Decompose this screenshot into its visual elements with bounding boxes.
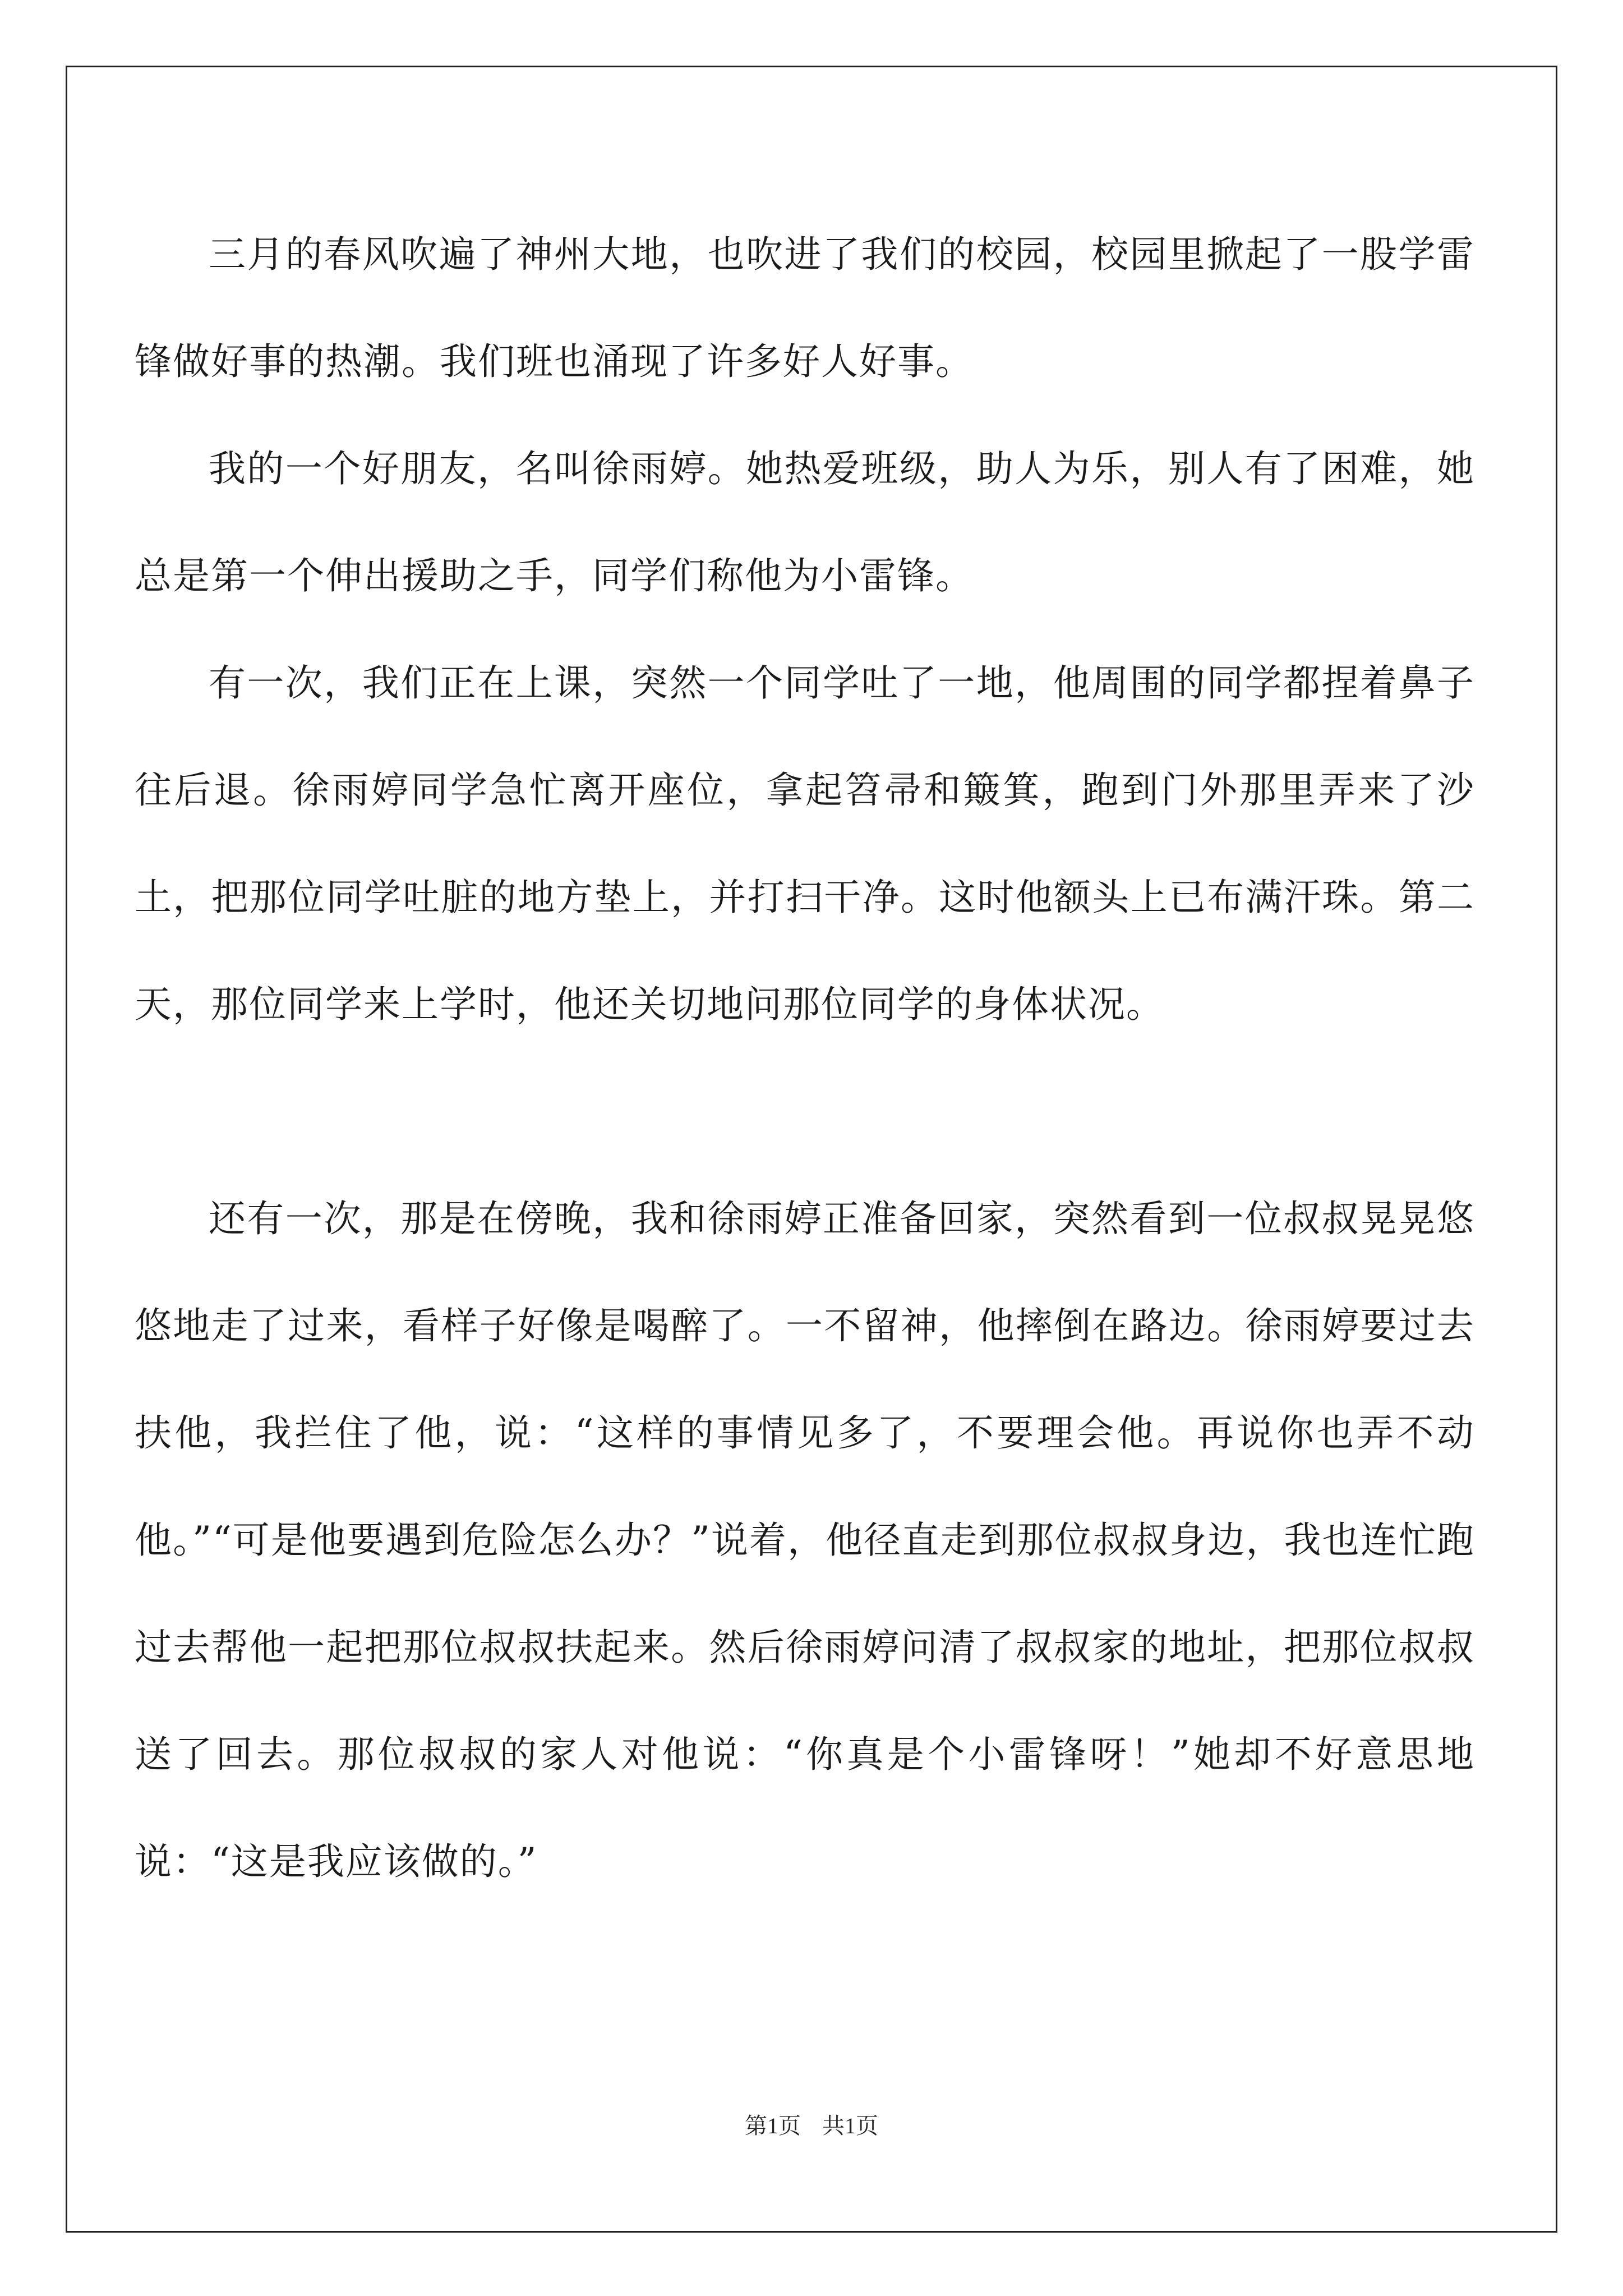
page-number-total: 共1页 <box>822 2113 878 2138</box>
paragraph-4: 还有一次，那是在傍晚，我和徐雨婷正准备回家，突然看到一位叔叔晃晃悠悠地走了过来，看样子好像是喝醉了。一不留神，他摔倒在路边。徐雨婷要过去扶他，我拦住了他，说：“这样的事情见多了，不要理会他。再说你也弄不动他。”“可是他要遇到危险怎么办？”说着，他径直走到那位叔叔身边，我也连忙跑过去帮他一起把那位叔叔扶起来。然后徐雨婷问清了叔叔家的地址，把那位叔叔送了回去。那位叔叔的家人对他说：“你真是个小雷锋呀！”她却不好意思地说：“这是我应该做的。” <box>135 1197 1475 1883</box>
page-footer <box>0 2108 1623 2140</box>
page-number-current: 第1页 <box>745 2113 801 2138</box>
paragraph-2: 我的一个好朋友，名叫徐雨婷。她热爱班级，助人为乐，别人有了困难，她总是第一个伸出援助之手，同学们称他为小雷锋。 <box>135 447 1475 597</box>
paragraph-1: 三月的春风吹遍了神州大地，也吹进了我们的校园，校园里掀起了一股学雷锋做好事的热潮。我们班也涌现了许多好人好事。 <box>135 233 1475 383</box>
paragraph-3: 有一次，我们正在上课，突然一个同学吐了一地，他周围的同学都捏着鼻子往后退。徐雨婷同学急忙离开座位，拿起笤帚和簸箕，跑到门外那里弄来了沙土，把那位同学吐脏的地方垫上，并打扫干净。这时他额头上已布满汗珠。第二天，那位同学来上学时，他还关切地问那位同学的身体状况。 <box>135 661 1475 1026</box>
